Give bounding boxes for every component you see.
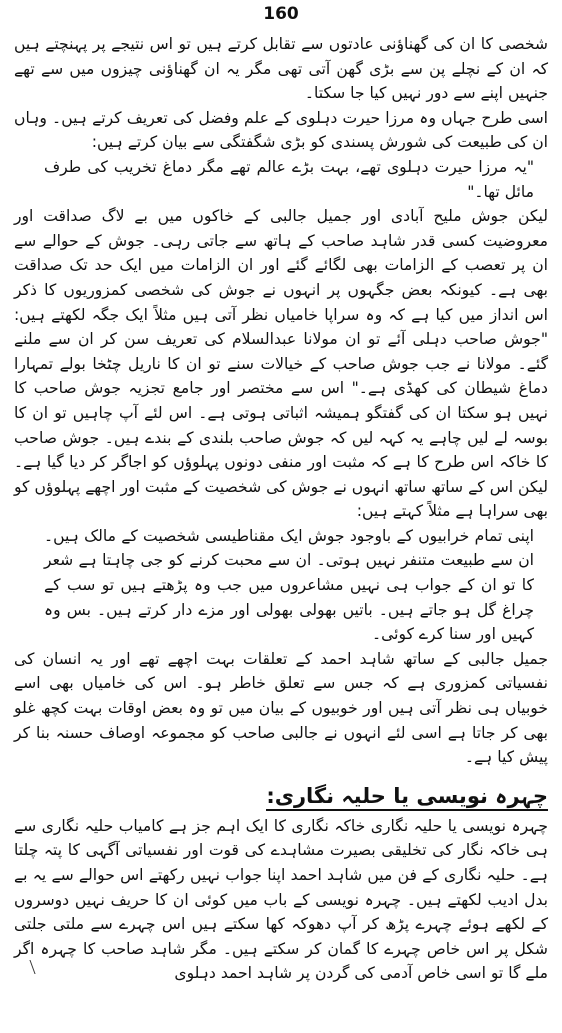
paragraph-1: شخصی کا ان کی گھناؤنی عادتوں سے تقابل کرتے ہیں تو اس نتیجے پر پہنچتے ہیں کہ ان کے نچلے پن سے بڑی گھن آتی تھی مگر یہ ان گھناؤنی چیزوں میں سے تھے جنہیں اپنے سے دور نہیں کیا جا سکتا۔: [14, 35, 548, 103]
page-body: [14, 32, 548, 986]
paragraph-5: چہرہ نویسی یا حلیہ نگاری خاکہ نگاری کا ایک اہم جز ہے کامیاب حلیہ نگاری سے ہی خاکہ نگار کی تخلیقی بصیرت مشاہدے کی قوت اور نفسیاتی آگہی کا پتہ چلتا ہے۔ حلیہ نگاری کے فن میں شاہد احمد اپنا جواب نہیں رکھتے اس حوالے سے یہ بے بدل ادیب لکھتے ہیں۔ چہرہ نویسی کے باب میں کوئی ان کا حریف نہیں دوسروں کے لکھے ہوئے چہرے پڑھ کر آپ دھوکہ کھا سکتے ہیں اس چہرے سے ملتی جلتی شکل پر اس خاص چہرے کا گمان کر سکتے ہیں۔ مگر شاہد صاحب کا چہرہ اگر ملے گا تو اسی خاص آدمی کی گردن پر شاہد احمد دہلوی: [14, 816, 548, 983]
block-quote-hairat: "یہ مرزا حیرت دہلوی تھے، بہت بڑے عالم تھے مگر دماغ تخریب کی طرف مائل تھا۔": [44, 157, 534, 201]
paragraph-2: اسی طرح جہاں وہ مرزا حیرت دہلوی کے علم وفضل کی تعریف کرتے ہیں۔ وہاں ان کی طبیعت کی شورش پسندی کو بڑی شگفتگی سے بیان کرتے ہیں:: [14, 108, 548, 152]
paragraph-3: لیکن جوش ملیح آبادی اور جمیل جالبی کے خاکوں میں بے لاگ صداقت اور معروضیت کسی قدر شاہد صاحب کے ہاتھ سے جاتی رہی۔ جوش کے حوالے سے ان پر تعصب کے الزامات بھی لگائے گئے اور ان الزامات میں ایک حد تک صداقت بھی ہے۔ کیونکہ بعض جگہوں پر انہوں نے جوش کی شخصی کمزوریوں کا ذکر اس انداز میں کیا ہے کہ وہ سراپا خامیاں نظر آتی ہیں مثلاً ایک جگہ لکھتے ہیں: "جوش صاحب دہلی آئے تو ان مولانا عبدالسلام کی تعریف سن کر ان سے ملنے گئے۔ مولانا نے جب جوش صاحب کے خیالات سنے تو ان کا ناریل چٹخا بولے تمہارا دماغ شیطان کی کھڈی ہے۔" اس سے مختصر اور جامع تجزیہ جوش صاحب کا نہیں ہو سکتا ان کی گفتگو ہمیشہ اثباتی ہوتی ہے۔ اس لئے آپ چاہیں تو ان کا بوسہ لے لیں چاہے یہ کہہ لیں کہ جوش صاحب بلندی کے بندے ہیں۔ جوش صاحب کا خاکہ اس طرح کا ہے کہ مثبت اور منفی دونوں پہلوؤں کو اجاگر کر دیا گیا ہے۔ لیکن اس کے ساتھ ساتھ انہوں نے جوش کی شخصیت کے مثبت اور اچھے پہلوؤں کو بھی سراہا ہے مثلاً کہتے ہیں:: [14, 207, 548, 521]
block-quote-josh: اپنی تمام خرابیوں کے باوجود جوش ایک مقناطیسی شخصیت کے مالک ہیں۔ ان سے طبیعت متنفر نہیں ہوتی۔ ان سے محبت کرنے کو جی چاہتا ہے شعر کا تو ان کے جواب ہی نہیں مشاعروں میں جب وہ پڑھتے ہیں تو سب کے چراغ گل ہو جاتے ہیں۔ باتیں بھولی بھولی اور مزے دار کرتے ہیں۔ بس وہ کہیں اور سنا کرے کوئی۔: [44, 526, 534, 644]
page-number: 160: [263, 4, 299, 24]
section-heading: [14, 780, 548, 812]
section-heading-text: چہرہ نویسی یا حلیہ نگاری:: [266, 784, 548, 811]
paragraph-4: جمیل جالبی کے ساتھ شاہد احمد کے تعلقات بہت اچھے تھے اور یہ انسان کی نفسیاتی کمزوری ہے کہ جس سے تعلق خاطر ہو۔ اس کی خامیاں بھی اسے خوبیاں ہی نظر آتی ہیں اور خوبیوں کے بیان میں تو وہ بعض اوقات بہت کچھ غلو بھی کر جاتا ہے اسی لئے انہوں نے جالبی صاحب کو مجموعہ اوصاف حسنہ بنا کر پیش کیا ہے۔: [14, 649, 548, 767]
